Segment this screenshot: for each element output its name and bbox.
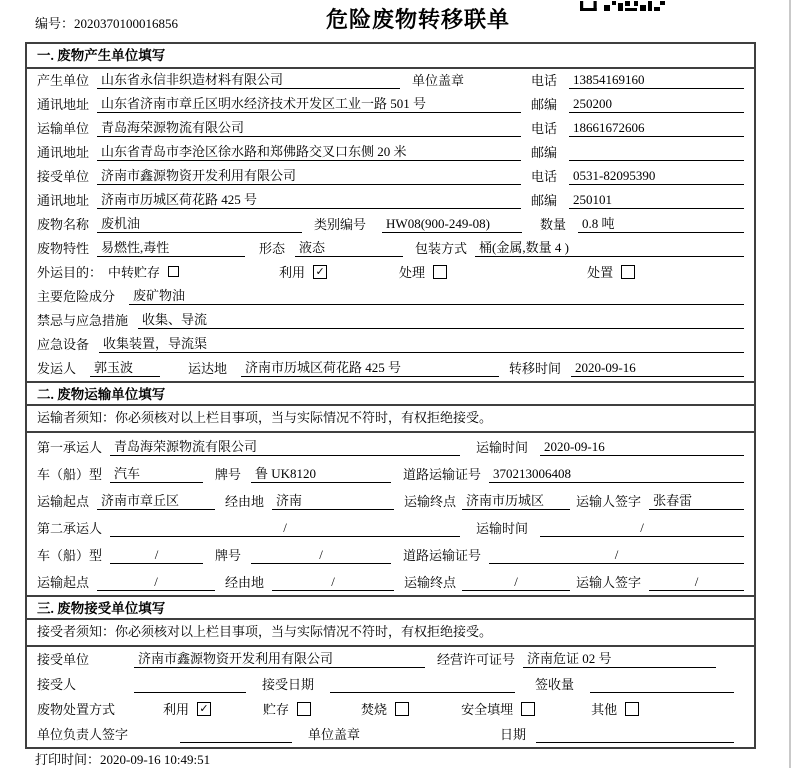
zip-label: 邮编 — [531, 97, 558, 112]
print-time — [35, 749, 210, 768]
purpose-option-transfer-storage: 中转贮存 — [108, 262, 179, 281]
transport-time-label: 运输时间 — [476, 521, 529, 536]
receive-unit-label: 接受单位 — [37, 169, 90, 184]
origin-label: 运输起点 — [37, 494, 90, 509]
disposal-option-store: 贮存 — [263, 699, 311, 718]
row-receive-unit-s3 — [27, 647, 754, 672]
row-carrier1-vehicle — [27, 460, 754, 487]
category-label: 类别编号 — [314, 217, 367, 232]
print-time-value: 2020-09-16 10:49:51 — [100, 752, 211, 767]
purpose-label: 外运目的： — [37, 265, 103, 280]
end-label: 运输终点 — [404, 494, 457, 509]
disposal-option-landfill: 安全填埋 — [461, 699, 535, 718]
date-label: 日期 — [500, 727, 527, 742]
carrier1-sign-value: 张春雷 — [649, 492, 744, 510]
zip-label: 邮编 — [531, 145, 558, 160]
via-label: 经由地 — [225, 575, 265, 590]
phone-label: 电话 — [531, 169, 558, 184]
plate-label: 牌号 — [215, 467, 242, 482]
character-label: 废物特性 — [37, 241, 90, 256]
receive-unit-value: 济南市鑫源物资开发利用有限公司 — [97, 167, 521, 185]
receive-unit-label: 接受单位 — [37, 652, 90, 667]
responsible-value — [180, 725, 292, 743]
carrier2-via-value: / — [272, 573, 394, 591]
waste-name-value: 废机油 — [97, 215, 302, 233]
phone-label: 电话 — [531, 73, 558, 88]
row-transport-address — [27, 141, 754, 165]
permit-label: 经营许可证号 — [437, 652, 516, 667]
carrier1-origin-value: 济南市章丘区 — [97, 492, 215, 510]
equipment-label: 应急设备 — [37, 337, 90, 352]
produce-unit-label: 产生单位 — [37, 73, 90, 88]
checkbox-transfer-storage — [168, 266, 179, 277]
row-purpose — [27, 261, 754, 285]
transport-address-value: 山东省青岛市李沧区徐水路和郑佛路交叉口东侧 20 米 — [97, 143, 521, 161]
section-1-body — [27, 69, 754, 381]
sign-qty-label: 签收量 — [535, 677, 575, 692]
purpose-option-treat: 处理 — [399, 262, 447, 281]
transport-zip-value — [569, 143, 744, 161]
row-transport-unit — [27, 117, 754, 141]
end-label: 运输终点 — [404, 575, 457, 590]
address-label: 通讯地址 — [37, 145, 90, 160]
responsible-label: 单位负责人签字 — [37, 727, 129, 742]
row-responsible — [27, 722, 754, 747]
checkbox-disposal-incinerate — [395, 702, 409, 716]
carrier2-time-value: / — [540, 519, 744, 537]
carrier2-sign-value: / — [649, 573, 744, 591]
section-2-body — [27, 406, 754, 595]
plate-label: 牌号 — [215, 548, 242, 563]
checkbox-treat — [433, 265, 447, 279]
vehicle-label: 车（船）型 — [37, 467, 103, 482]
receive-phone-value: 0531-82095390 — [569, 167, 744, 185]
carrier1-value: 青岛海荣源物流有限公司 — [110, 438, 460, 456]
transport-unit-label: 运输单位 — [37, 121, 90, 136]
row-receive-address — [27, 189, 754, 213]
equipment-value: 收集装置，导流渠 — [99, 335, 744, 353]
via-label: 经由地 — [225, 494, 265, 509]
unit-seal-label: 单位盖章 — [308, 727, 361, 742]
transport-unit-value: 青岛海荣源物流有限公司 — [97, 119, 521, 137]
produce-phone-value: 13854169160 — [569, 71, 744, 89]
receiver-notice: 接受者须知：你必须核对以上栏目事项，当与实际情况不符时，有权拒绝接受。 — [27, 620, 754, 647]
carrier2-value: / — [110, 519, 460, 537]
carrier1-plate-value: 鲁 UK8120 — [251, 465, 391, 483]
receive-date-value — [330, 675, 515, 693]
carrier1-vehicle-value: 汽车 — [110, 465, 203, 483]
document-header — [0, 0, 796, 40]
checkbox-disposal-other — [625, 702, 639, 716]
row-carrier2 — [27, 514, 754, 541]
row-hazard — [27, 285, 754, 309]
carrier2-plate-value: / — [251, 546, 391, 564]
row-produce-unit — [27, 69, 754, 93]
produce-zip-value: 250200 — [569, 95, 744, 113]
hazard-label: 主要危险成分 — [37, 289, 116, 304]
carrier2-road-value: / — [489, 546, 744, 564]
taboo-value: 收集、导流 — [138, 311, 744, 329]
qty-label: 数量 — [540, 217, 567, 232]
carrier1-end-value: 济南市历城区 — [462, 492, 570, 510]
transfer-time-label: 转移时间 — [509, 361, 562, 376]
permit-value: 济南危证 02 号 — [523, 650, 716, 668]
carrier1-via-value: 济南 — [272, 492, 394, 510]
dest-label: 运达地 — [188, 361, 228, 376]
row-carrier2-route — [27, 568, 754, 595]
dest-value: 济南市历城区荷花路 425 号 — [241, 359, 499, 377]
purpose-option-dispose: 处置 — [587, 262, 635, 281]
row-receiver — [27, 672, 754, 697]
transport-phone-value: 18661672606 — [569, 119, 744, 137]
waste-name-label: 废物名称 — [37, 217, 90, 232]
row-receive-unit — [27, 165, 754, 189]
address-label: 通讯地址 — [37, 97, 90, 112]
checkbox-disposal-store — [297, 702, 311, 716]
carrier2-origin-value: / — [97, 573, 215, 591]
hazard-value: 废矿物油 — [129, 287, 744, 305]
page-title: 危险废物转移联单 — [325, 7, 510, 32]
sender-label: 发运人 — [37, 361, 77, 376]
disposal-label: 废物处置方式 — [37, 702, 116, 717]
document-number-label: 编号： — [35, 16, 75, 31]
carrier2-vehicle-value: / — [110, 546, 203, 564]
row-carrier2-vehicle — [27, 541, 754, 568]
address-label: 通讯地址 — [37, 193, 90, 208]
checkbox-disposal-utilize: ✓ — [197, 702, 211, 716]
page-edge-line — [789, 0, 791, 768]
carrier2-label: 第二承运人 — [37, 521, 103, 536]
sign-label: 运输人签字 — [576, 575, 642, 590]
section-3-body — [27, 620, 754, 747]
transport-time-label: 运输时间 — [476, 440, 529, 455]
zip-label: 邮编 — [531, 193, 558, 208]
receive-unit-value: 济南市鑫源物资开发利用有限公司 — [134, 650, 425, 668]
category-value: HW08(900-249-08) — [382, 215, 522, 233]
qty-value: 0.8 吨 — [578, 215, 744, 233]
row-waste-character — [27, 237, 754, 261]
sign-qty-value — [590, 675, 734, 693]
package-label: 包装方式 — [415, 241, 468, 256]
section-1-header: 一. 废物产生单位填写 — [27, 44, 754, 69]
row-sender — [27, 357, 754, 381]
road-permit-label: 道路运输证号 — [403, 467, 482, 482]
row-carrier1 — [27, 433, 754, 460]
row-equipment — [27, 333, 754, 357]
disposal-option-incinerate: 焚烧 — [361, 699, 409, 718]
carrier1-time-value: 2020-09-16 — [540, 438, 744, 456]
row-waste-name — [27, 213, 754, 237]
carrier1-label: 第一承运人 — [37, 440, 103, 455]
sender-value: 郭玉波 — [90, 359, 160, 377]
transporter-notice: 运输者须知：你必须核对以上栏目事项，当与实际情况不符时，有权拒绝接受。 — [27, 406, 754, 433]
road-permit-label: 道路运输证号 — [403, 548, 482, 563]
row-taboo — [27, 309, 754, 333]
checkbox-utilize: ✓ — [313, 265, 327, 279]
receive-zip-value: 250101 — [569, 191, 744, 209]
checkbox-disposal-landfill — [521, 702, 535, 716]
row-carrier1-route — [27, 487, 754, 514]
produce-unit-value: 山东省永信非织造材料有限公司 — [97, 71, 400, 89]
receive-address-value: 济南市历城区荷花路 425 号 — [97, 191, 521, 209]
character-value: 易燃性,毒性 — [97, 239, 245, 257]
phone-label: 电话 — [531, 121, 558, 136]
checkbox-dispose — [621, 265, 635, 279]
section-2-header: 二. 废物运输单位填写 — [27, 381, 754, 406]
carrier2-end-value: / — [462, 573, 570, 591]
disposal-option-other: 其他 — [591, 699, 639, 718]
transfer-form-table — [25, 42, 756, 749]
carrier1-road-value: 370213006408 — [489, 465, 744, 483]
row-produce-address — [27, 93, 754, 117]
package-value: 桶(金属,数量 4 ) — [475, 239, 744, 257]
form-value: 液态 — [295, 239, 403, 257]
receive-date-label: 接受日期 — [262, 677, 315, 692]
row-disposal — [27, 697, 754, 722]
receiver-value — [134, 675, 246, 693]
unit-seal-label: 单位盖章 — [412, 73, 465, 88]
sign-label: 运输人签字 — [576, 494, 642, 509]
document-number-value: 2020370100016856 — [74, 16, 179, 31]
form-label: 形态 — [259, 241, 286, 256]
disposal-option-utilize: 利用 ✓ — [163, 699, 211, 718]
purpose-option-utilize: 利用 ✓ — [279, 262, 327, 281]
receiver-label: 接受人 — [37, 677, 77, 692]
transfer-time-value: 2020-09-16 — [571, 359, 744, 377]
print-time-label: 打印时间： — [35, 752, 101, 767]
date-value — [536, 725, 734, 743]
produce-address-value: 山东省济南市章丘区明水经济技术开发区工业一路 501 号 — [97, 95, 521, 113]
origin-label: 运输起点 — [37, 575, 90, 590]
taboo-label: 禁忌与应急措施 — [37, 313, 129, 328]
section-3-header: 三. 废物接受单位填写 — [27, 595, 754, 620]
vehicle-label: 车（船）型 — [37, 548, 103, 563]
